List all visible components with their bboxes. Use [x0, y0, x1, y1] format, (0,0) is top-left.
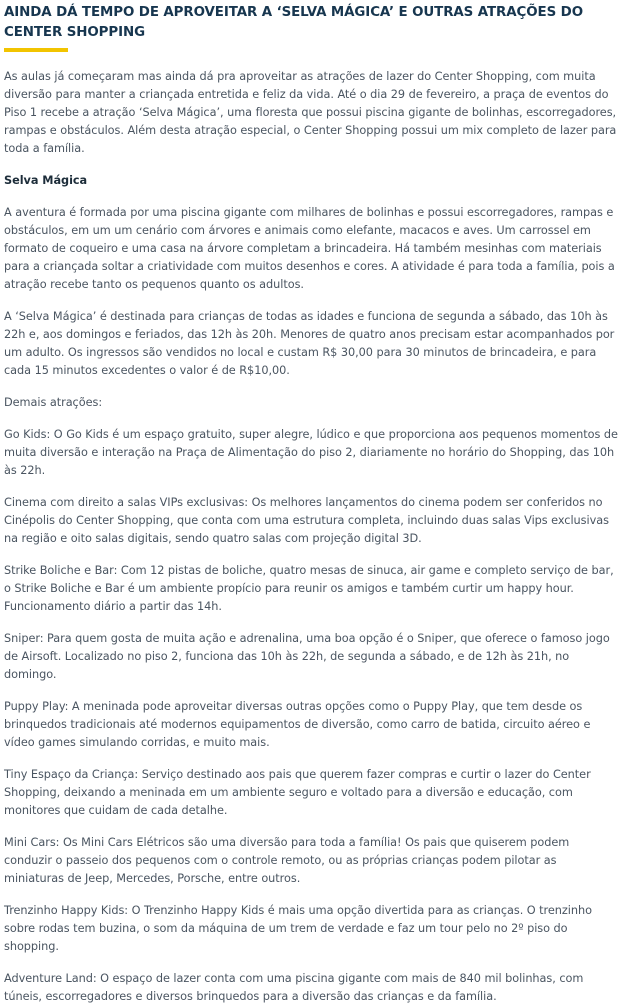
- tiny-espaco-paragraph: Tiny Espaço da Criança: Serviço destinado aos pais que querem fazer compras e curtir o lazer do Center Shopping, deixando a meninada em um ambiente seguro e voltado para a diversão e educação, com monitores que cuidam de cada detalhe.: [4, 768, 591, 817]
- selva-hours-paragraph: A ‘Selva Mágica’ é destinada para crianças de todas as idades e funciona de segunda a sábado, das 10h às 22h e, aos domingos e feriados, das 12h às 20h. Menores de quatro anos precisam estar acompanhados por um adulto. Os ingressos são vendidos no local e custam R$ 30,00 para 30 minutos de brincadeira, e para cada 15 minutos excedentes o valor é de R$10,00.: [4, 310, 615, 377]
- adventure-land-paragraph: Adventure Land: O espaço de lazer conta com uma piscina gigante com mais de 840 mil bolinhas, com túneis, escorregadores e diversos brinquedos para a diversão das crianças e da família.: [4, 972, 584, 1003]
- puppy-play-paragraph: Puppy Play: A meninada pode aproveitar diversas outras opções como o Puppy Play, que tem desde os brinquedos tradicionais até modernos equipamentos de diversão, como carro de batida, circuito aéreo e vídeo games simulando corridas, e muito mais.: [4, 700, 591, 749]
- title-accent-bar: [4, 48, 68, 52]
- article-title: AINDA DÁ TEMPO DE APROVEITAR A ‘SELVA MÁGICA’ E OUTRAS ATRAÇÕES DO CENTER SHOPPING: [4, 5, 583, 40]
- section-heading-selva-magica: Selva Mágica: [4, 174, 88, 187]
- sniper-paragraph: Sniper: Para quem gosta de muita ação e adrenalina, uma boa opção é o Sniper, que oferece o famoso jogo de Airsoft. Localizado no piso 2, funciona das 10h às 22h, de segunda a sábado, e de 12h às 21h, no domingo.: [4, 632, 610, 681]
- trenzinho-paragraph: Trenzinho Happy Kids: O Trenzinho Happy Kids é mais uma opção divertida para as crianças. O trenzinho sobre rodas tem buzina, o som da máquina de um trem de verdade e faz um tour pelo no 2º piso do shopping.: [4, 904, 592, 953]
- mini-cars-paragraph: Mini Cars: Os Mini Cars Elétricos são uma diversão para toda a família! Os pais que quiserem podem conduzir o passeio dos pequenos com o controle remoto, ou as próprias crianças podem pilotar as miniaturas de Jeep, Mercedes, Porsche, entre outros.: [4, 836, 570, 885]
- selva-description-paragraph: A aventura é formada por uma piscina gigante com milhares de bolinhas e possui escorregadores, rampas e obstáculos, em um um cenário com árvores e animais como elefante, macacos e aves. Um carrossel em formato de coqueiro e uma casa na árvore completam a brincadeira. Há também mesinhas com materiais para a criançada soltar a criatividade com muitos desenhos e cores. A atividade é para toda a família, pois a atração recebe tanto os pequenos quanto os adultos.: [4, 206, 615, 291]
- strike-boliche-paragraph: Strike Boliche e Bar: Com 12 pistas de boliche, quatro mesas de sinuca, air game e completo serviço de bar, o Strike Boliche e Bar é um ambiente propício para reunir os amigos e também curtir um happy hour. Funcionamento diário a partir das 14h.: [4, 564, 614, 613]
- intro-paragraph: As aulas já começaram mas ainda dá pra aproveitar as atrações de lazer do Center Shopping, com muita diversão para manter a criançada entretida e feliz da vida. Até o dia 29 de fevereiro, a praça de eventos do Piso 1 recebe a atração ‘Selva Mágica’, uma floresta que possui piscina gigante de bolinhas, escorregadores, rampas e obstáculos. Além desta atração especial, o Center Shopping possui um mix completo de lazer para toda a família.: [4, 70, 617, 155]
- cinema-paragraph: Cinema com direito a salas VIPs exclusivas: Os melhores lançamentos do cinema podem ser conferidos no Cinépolis do Center Shopping, que conta com uma estrutura completa, incluindo duas salas Vips exclusivas na região e oito salas digitais, sendo quatro salas com projeção digital 3D.: [4, 496, 609, 545]
- go-kids-paragraph: Go Kids: O Go Kids é um espaço gratuito, super alegre, lúdico e que proporciona aos pequenos momentos de muita diversão e interação na Praça de Alimentação do piso 2, diariamente no horário do Shopping, das 10h às 22h.: [4, 428, 618, 477]
- other-attractions-heading: Demais atrações:: [4, 396, 103, 409]
